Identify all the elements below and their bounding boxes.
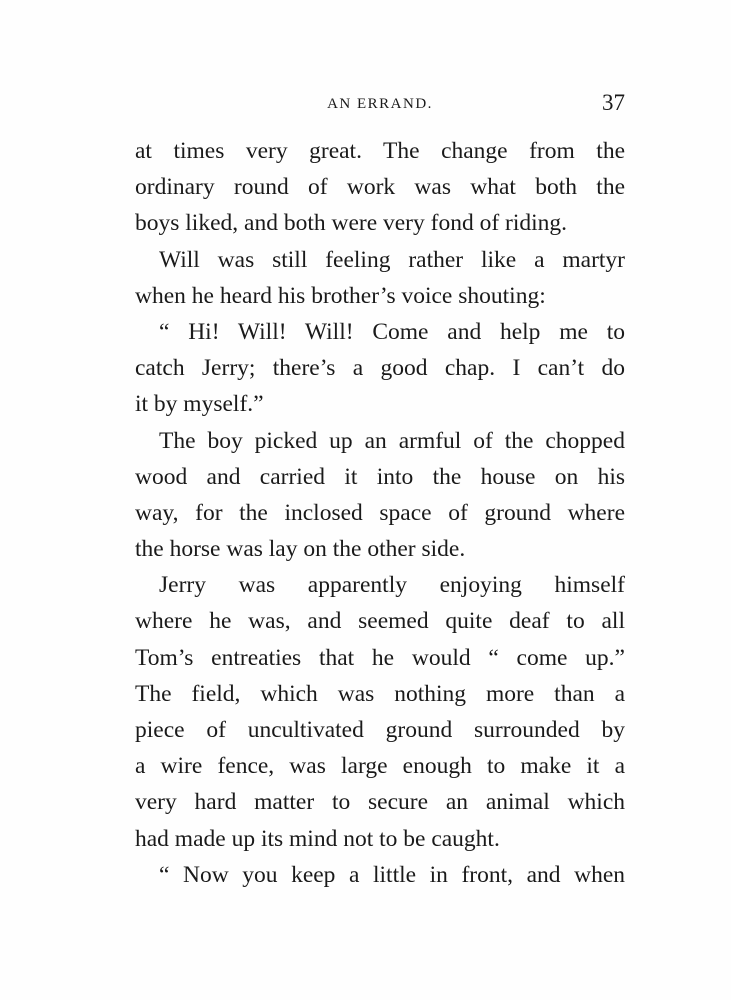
text-line: where he was, and seemed quite deaf to all: [135, 608, 625, 635]
text-line: wood and carried it into the house on his: [135, 463, 625, 490]
text-line: very hard matter to secure an animal which: [135, 789, 625, 816]
text-line: boys liked, and both were very fond of riding.: [135, 210, 568, 237]
text-line: “ Now you keep a little in front, and when: [159, 861, 625, 888]
text-line: a wire fence, was large enough to make it a: [135, 753, 625, 780]
text-line: The field, which was nothing more than a: [135, 680, 625, 707]
text-line: it by myself.”: [135, 391, 264, 418]
text-line: ordinary round of work was what both the: [135, 174, 625, 201]
text-line: Tom’s entreaties that he would “ come up.”: [135, 644, 625, 671]
page-number: 37: [602, 90, 625, 115]
text-line: “ Hi! Will! Will! Come and help me to: [159, 318, 625, 345]
text-line: when he heard his brother’s voice shouting:: [135, 282, 546, 309]
running-head: AN ERRAND.: [327, 96, 433, 112]
text-line: piece of uncultivated ground surrounded by: [135, 717, 625, 743]
text-line: The boy picked up an armful of the chopped: [159, 427, 625, 454]
body-text: [135, 133, 625, 893]
text-line: Jerry was apparently enjoying himself: [159, 572, 625, 599]
text-line: catch Jerry; there’s a good chap. I can’t do: [135, 355, 625, 382]
text-line: the horse was lay on the other side.: [135, 536, 466, 563]
text-line: way, for the inclosed space of ground where: [135, 499, 625, 526]
page-header: [135, 90, 625, 120]
text-line: at times very great. The change from the: [135, 138, 625, 164]
text-line: Will was still feeling rather like a martyr: [159, 246, 625, 273]
text-line: had made up its mind not to be caught.: [135, 825, 500, 852]
